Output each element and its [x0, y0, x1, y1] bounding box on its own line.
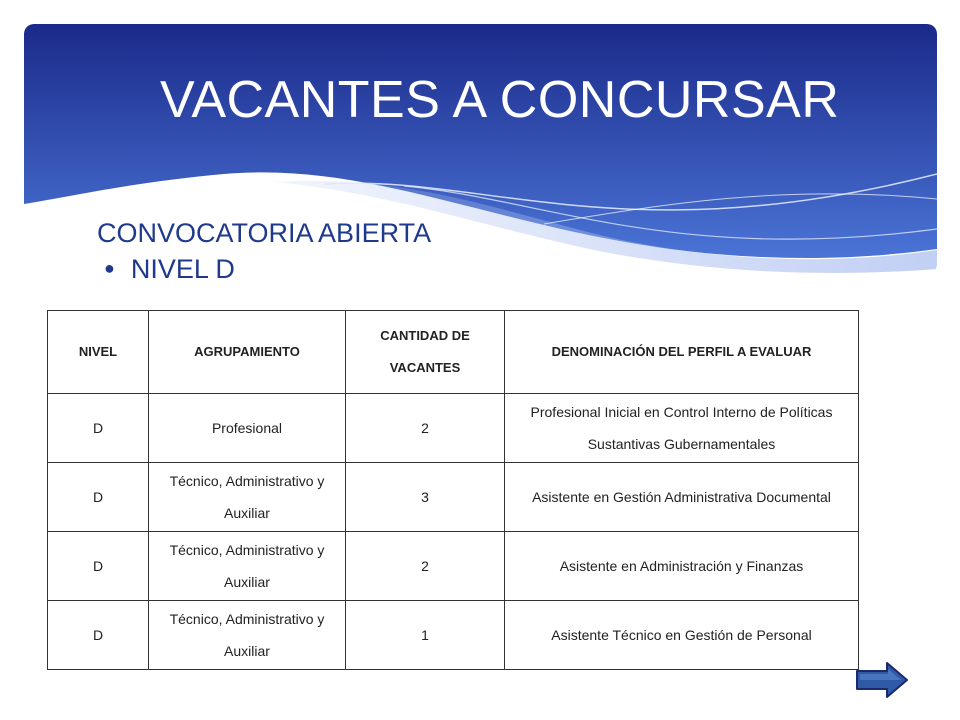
cell-agrupamiento: Técnico, Administrativo y Auxiliar — [149, 601, 346, 670]
cell-nivel: D — [48, 463, 149, 532]
table-row — [48, 463, 859, 532]
header-cantidad: CANTIDAD DE VACANTES — [346, 311, 505, 394]
cell-nivel: D — [48, 601, 149, 670]
cell-cantidad: 2 — [346, 532, 505, 601]
vacancies-table — [47, 310, 859, 670]
slide-title: VACANTES A CONCURSAR — [160, 71, 840, 129]
cell-nivel: D — [48, 532, 149, 601]
subtitle: CONVOCATORIA ABIERTA — [97, 218, 432, 248]
cell-denominacion: Profesional Inicial en Control Interno de Políticas Sustantivas Gubernamentales — [505, 394, 859, 463]
bullet-item — [104, 254, 235, 285]
cell-cantidad: 3 — [346, 463, 505, 532]
table-row — [48, 394, 859, 463]
cell-agrupamiento: Técnico, Administrativo y Auxiliar — [149, 532, 346, 601]
cell-agrupamiento: Técnico, Administrativo y Auxiliar — [149, 463, 346, 532]
header-nivel: NIVEL — [48, 311, 149, 394]
cell-nivel: D — [48, 394, 149, 463]
table-row — [48, 532, 859, 601]
cell-denominacion: Asistente en Gestión Administrativa Documental — [505, 463, 859, 532]
next-slide-button[interactable] — [855, 662, 909, 698]
table-row — [48, 601, 859, 670]
table-header-row — [48, 311, 859, 394]
cell-cantidad: 1 — [346, 601, 505, 670]
header-denominacion: DENOMINACIÓN DEL PERFIL A EVALUAR — [505, 311, 859, 394]
cell-denominacion: Asistente en Administración y Finanzas — [505, 532, 859, 601]
cell-denominacion: Asistente Técnico en Gestión de Personal — [505, 601, 859, 670]
cell-agrupamiento: Profesional — [149, 394, 346, 463]
right-arrow-icon[interactable] — [855, 662, 909, 698]
bullet-text: NIVEL D — [130, 254, 235, 284]
bullet-dot-icon: ● — [104, 258, 115, 278]
cell-cantidad: 2 — [346, 394, 505, 463]
header-agrupamiento: AGRUPAMIENTO — [149, 311, 346, 394]
